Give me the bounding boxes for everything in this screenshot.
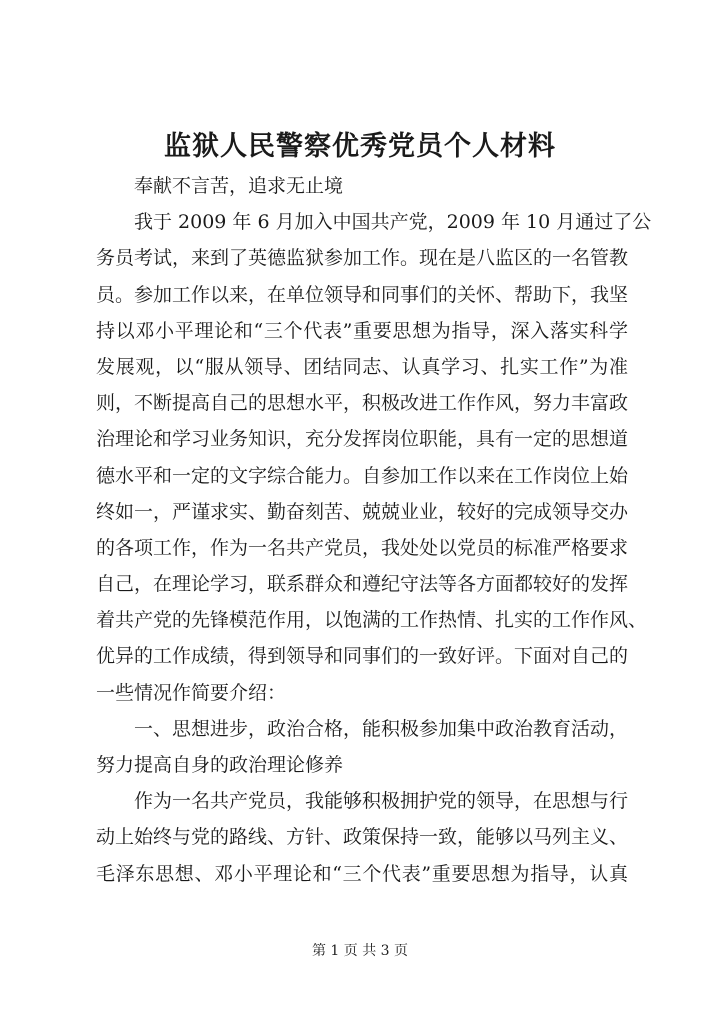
text-line: 着共产党的先锋模范作用，以饱满的工作热情、扎实的工作作风、 bbox=[96, 609, 648, 632]
document-title: 监狱人民警察优秀党员个人材料 bbox=[164, 131, 556, 162]
text-line: 努力提高自身的政治理论修养 bbox=[96, 754, 344, 776]
document-body bbox=[96, 168, 652, 892]
text-line: 员。参加工作以来，在单位领导和同事们的关怀、帮助下，我坚 bbox=[96, 283, 629, 306]
text-line: 务员考试，来到了英德监狱参加工作。现在是八监区的一名管教 bbox=[96, 247, 629, 270]
page-footer: 第 1 页 共 3 页 bbox=[311, 943, 409, 959]
text-line: 毛泽东思想、邓小平理论和“三个代表”重要思想为指导，认真 bbox=[96, 862, 628, 885]
text-line: 我于 2009 年 6 月加入中国共产党，2009 年 10 月通过了公 bbox=[134, 211, 652, 234]
text-line: 终如一，严谨求实、勤奋刻苦、兢兢业业，较好的完成领导交办 bbox=[96, 500, 629, 523]
text-line: 自己，在理论学习，联系群众和遵纪守法等各方面都较好的发挥 bbox=[96, 573, 629, 596]
text-line: 则，不断提高自己的思想水平，积极改进工作作风，努力丰富政 bbox=[96, 392, 629, 415]
text-line: 的各项工作，作为一名共产党员，我处处以党员的标准严格要求 bbox=[96, 536, 629, 559]
text-line: 持以邓小平理论和“三个代表”重要思想为指导，深入落实科学 bbox=[96, 319, 628, 342]
text-line: 治理论和学习业务知识，充分发挥岗位职能，具有一定的思想道 bbox=[96, 428, 629, 451]
text-line: 动上始终与党的路线、方针、政策保持一致，能够以马列主义、 bbox=[96, 826, 629, 849]
text-line: 一些情况作简要介绍： bbox=[96, 681, 287, 704]
text-line: 发展观，以“服从领导、团结同志、认真学习、扎实工作”为准 bbox=[96, 355, 628, 378]
text-line: 德水平和一定的文字综合能力。自参加工作以来在工作岗位上始 bbox=[96, 464, 629, 487]
text-line: 奉献不言苦，追求无止境 bbox=[134, 175, 344, 197]
text-line: 作为一名共产党员，我能够积极拥护党的领导，在思想与行 bbox=[134, 790, 629, 813]
text-line: 一、思想进步，政治合格，能积极参加集中政治教育活动， bbox=[134, 717, 629, 740]
text-line: 优异的工作成绩，得到领导和同事们的一致好评。下面对自己的 bbox=[96, 645, 629, 668]
